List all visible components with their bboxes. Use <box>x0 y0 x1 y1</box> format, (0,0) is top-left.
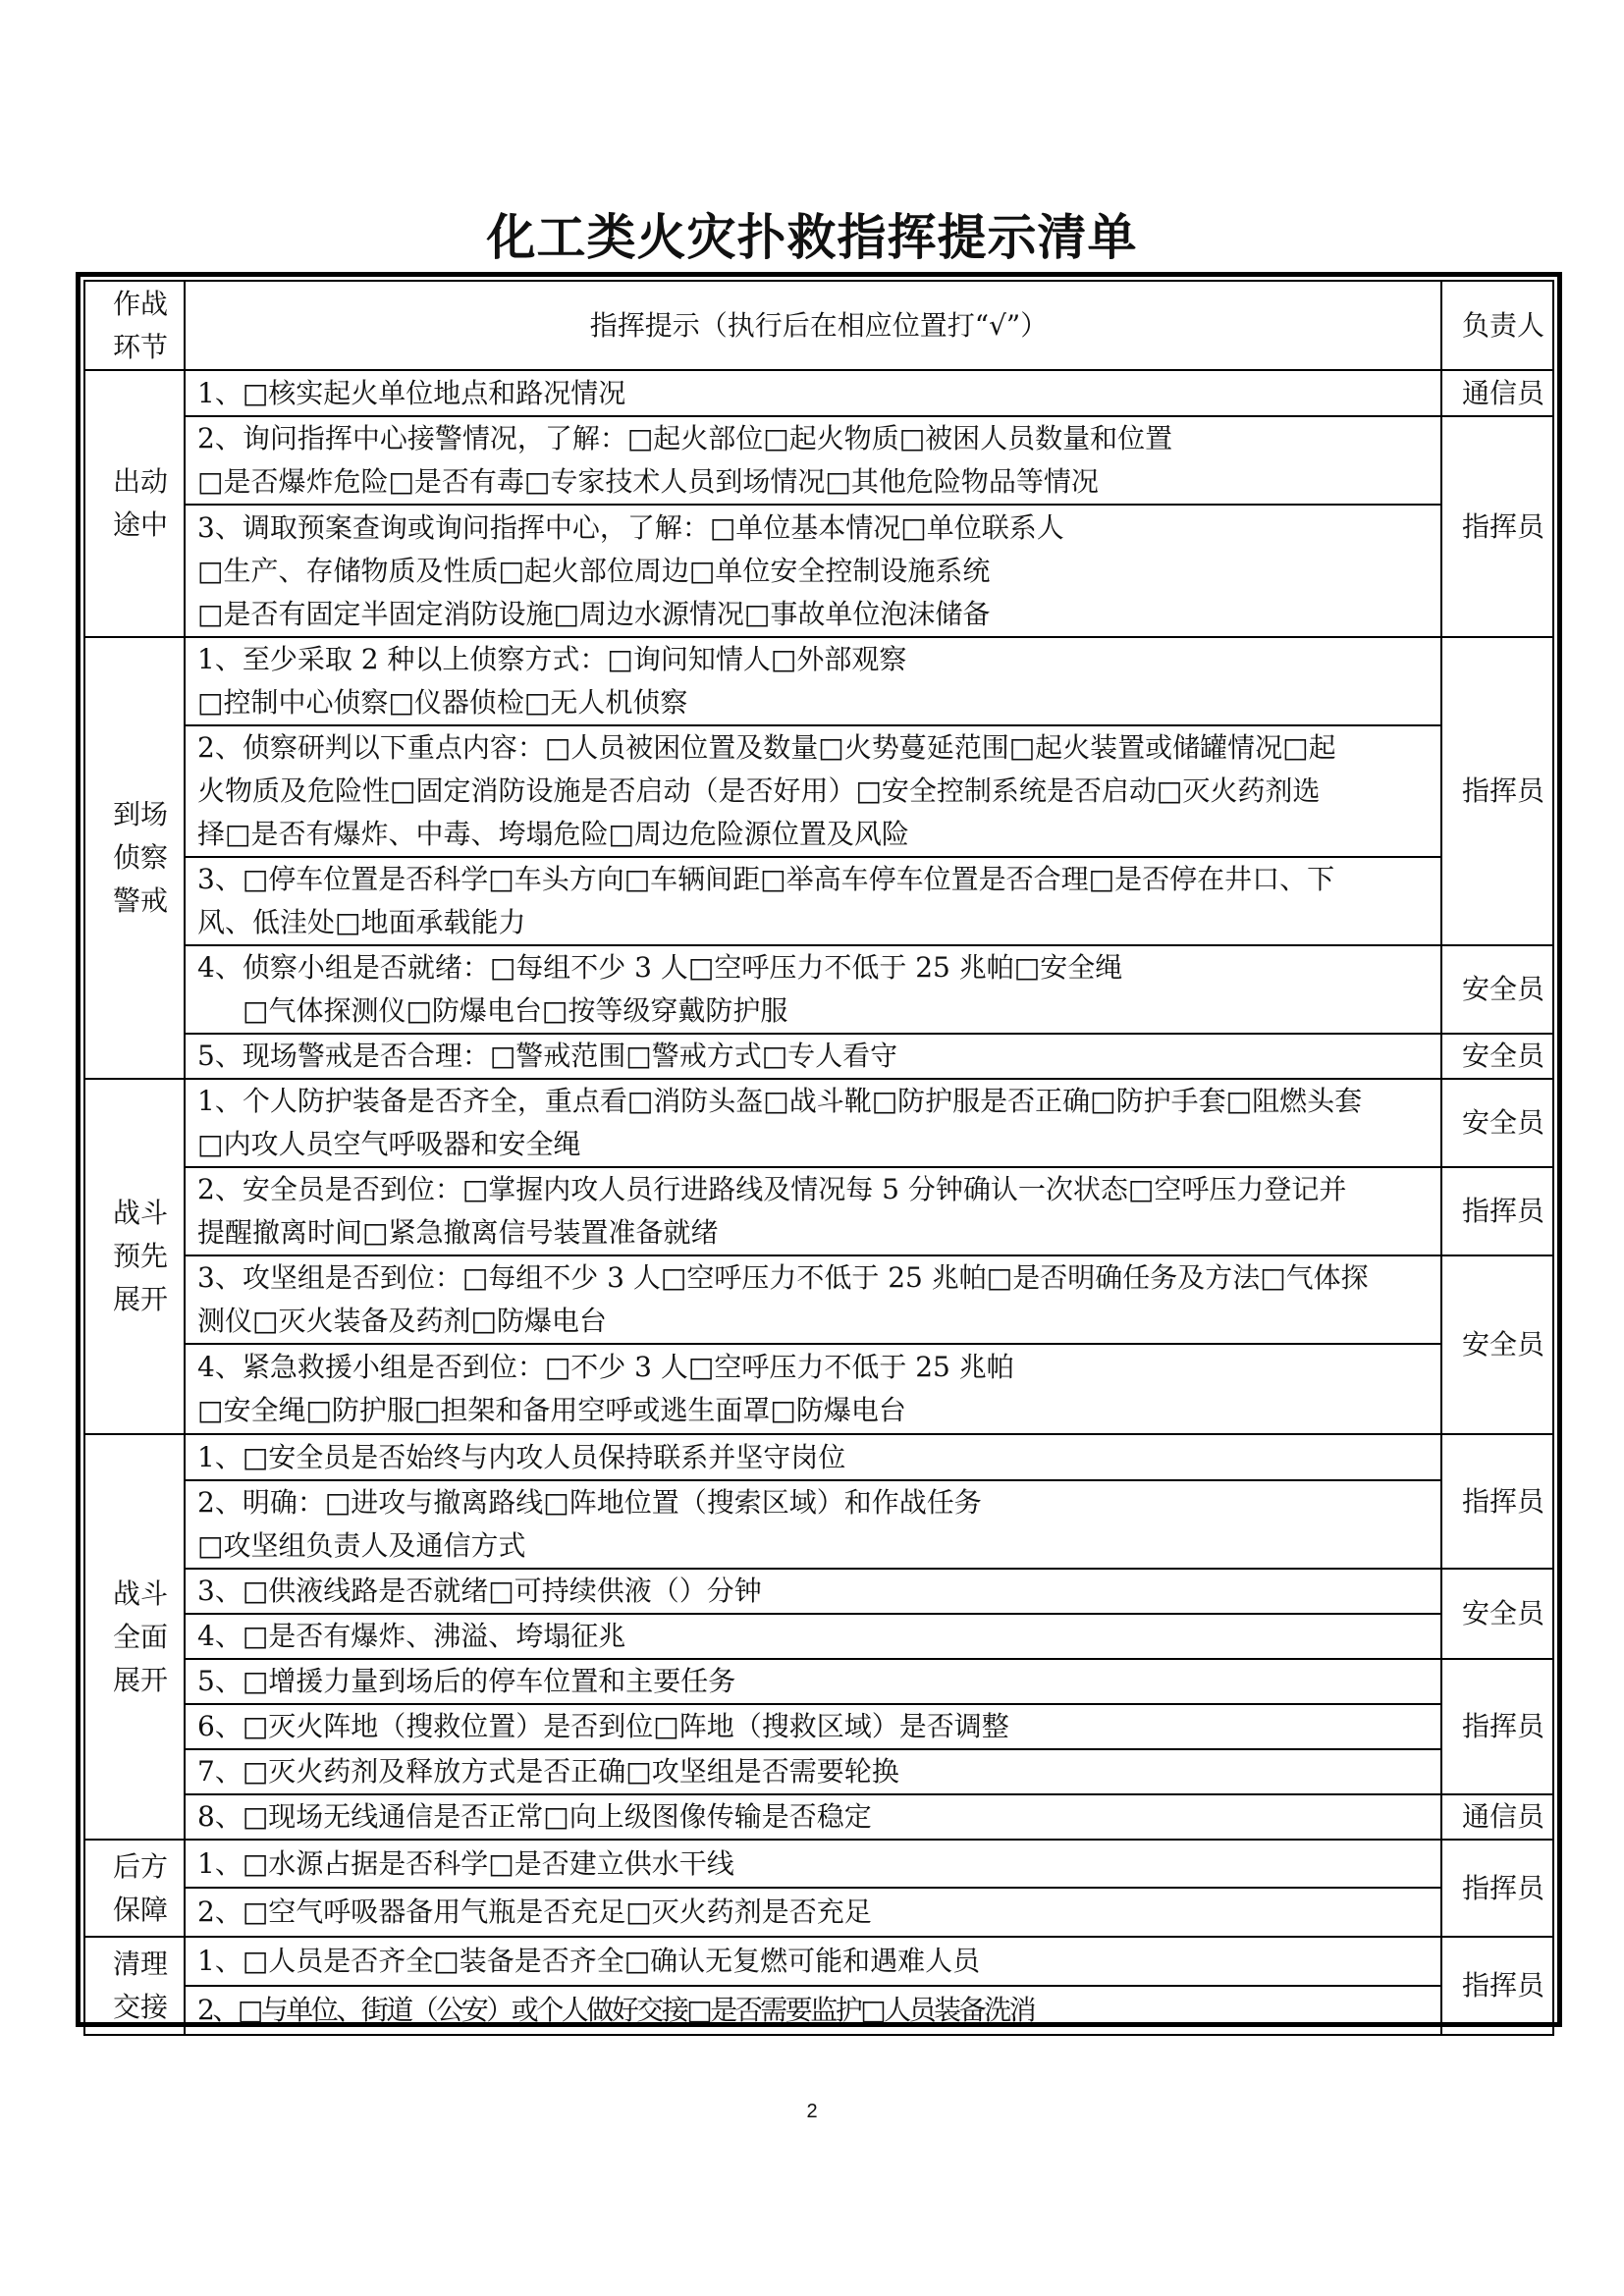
table-row <box>84 370 1553 416</box>
table-row <box>84 1937 1553 1986</box>
owner-cell: 指挥员 <box>1441 637 1553 945</box>
header-prompt: 指挥提示（执行后在相应位置打“√”） <box>185 281 1441 370</box>
table-row <box>84 1034 1553 1079</box>
checklist-table <box>83 280 1554 2036</box>
prompt-cell[interactable]: 1、□人员是否齐全□装备是否齐全□确认无复燃可能和遇难人员 <box>185 1937 1441 1986</box>
prompt-cell[interactable]: 1、□水源占据是否科学□是否建立供水干线 <box>185 1840 1441 1888</box>
table-header-row <box>84 281 1553 370</box>
table-row <box>84 1344 1553 1434</box>
table-row <box>84 1614 1553 1659</box>
stage-cell-recon: 到场 侦察 警戒 <box>84 637 185 1079</box>
table-row <box>84 1888 1553 1937</box>
header-stage: 作战 环节 <box>84 281 185 370</box>
table-row <box>84 1749 1553 1794</box>
document-title: 化工类火灾扑救指挥提示清单 <box>486 208 1138 266</box>
prompt-cell[interactable]: 5、□增援力量到场后的停车位置和主要任务 <box>185 1659 1441 1704</box>
owner-cell: 指挥员 <box>1441 1434 1553 1569</box>
stage-cell-pre-deploy: 战斗 预先 展开 <box>84 1079 185 1434</box>
prompt-cell[interactable]: 1、□核实起火单位地点和路况情况 <box>185 370 1441 416</box>
table-row <box>84 1569 1553 1614</box>
prompt-cell[interactable]: 7、□灭火药剂及释放方式是否正确□攻坚组是否需要轮换 <box>185 1749 1441 1794</box>
prompt-cell[interactable]: 3、调取预案查询或询问指挥中心，了解：□单位基本情况□单位联系人 □生产、存储物质及性质□起火部位周边□单位安全控制设施系统 □是否有固定半固定消防设施□周边水源情况□事故单位泡沫储备 <box>185 505 1441 637</box>
prompt-cell[interactable]: 8、□现场无线通信是否正常□向上级图像传输是否稳定 <box>185 1794 1441 1840</box>
prompt-cell[interactable]: 2、安全员是否到位：□掌握内攻人员行进路线及情况每 5 分钟确认一次状态□空呼压力登记并 提醒撤离时间□紧急撤离信号装置准备就绪 <box>185 1167 1441 1255</box>
owner-cell: 通信员 <box>1441 1794 1553 1840</box>
page-number: 2 <box>806 2101 818 2122</box>
table-row <box>84 725 1553 857</box>
checklist-table-frame <box>76 272 1562 2027</box>
prompt-cell[interactable]: 4、紧急救援小组是否到位：□不少 3 人□空呼压力不低于 25 兆帕 □安全绳□防护服□担架和备用空呼或逃生面罩□防爆电台 <box>185 1344 1441 1434</box>
stage-cell-logistics: 后方 保障 <box>84 1840 185 1937</box>
prompt-cell[interactable]: 1、至少采取 2 种以上侦察方式：□询问知情人□外部观察 □控制中心侦察□仪器侦检□无人机侦察 <box>185 637 1441 725</box>
owner-cell: 指挥员 <box>1441 416 1553 637</box>
owner-cell: 通信员 <box>1441 370 1553 416</box>
table-row <box>84 1794 1553 1840</box>
prompt-cell[interactable]: 2、□空气呼吸器备用气瓶是否充足□灭火药剂是否充足 <box>185 1888 1441 1937</box>
owner-cell: 指挥员 <box>1441 1659 1553 1794</box>
stage-cell-dispatch: 出动 途中 <box>84 370 185 637</box>
prompt-cell[interactable]: 4、侦察小组是否就绪：□每组不少 3 人□空呼压力不低于 25 兆帕□安全绳 □气体探测仪□防爆电台□按等级穿戴防护服 <box>185 945 1441 1034</box>
table-row <box>84 857 1553 945</box>
table-row <box>84 1986 1553 2035</box>
table-row <box>84 1079 1553 1167</box>
table-row <box>84 1255 1553 1344</box>
stage-cell-handover: 清理 交接 <box>84 1937 185 2035</box>
prompt-cell[interactable]: 1、个人防护装备是否齐全，重点看□消防头盔□战斗靴□防护服是否正确□防护手套□阻燃头套 □内攻人员空气呼吸器和安全绳 <box>185 1079 1441 1167</box>
prompt-cell[interactable]: 2、询问指挥中心接警情况，了解：□起火部位□起火物质□被困人员数量和位置 □是否爆炸危险□是否有毒□专家技术人员到场情况□其他危险物品等情况 <box>185 416 1441 505</box>
prompt-cell[interactable]: 5、现场警戒是否合理：□警戒范围□警戒方式□专人看守 <box>185 1034 1441 1079</box>
owner-cell: 安全员 <box>1441 1255 1553 1434</box>
owner-cell: 安全员 <box>1441 1034 1553 1079</box>
owner-cell: 指挥员 <box>1441 1937 1553 2035</box>
table-row <box>84 945 1553 1034</box>
table-row <box>84 505 1553 637</box>
prompt-cell[interactable]: 6、□灭火阵地（搜救位置）是否到位□阵地（搜救区域）是否调整 <box>185 1704 1441 1749</box>
prompt-cell[interactable]: 1、□安全员是否始终与内攻人员保持联系并坚守岗位 <box>185 1434 1441 1480</box>
table-row <box>84 1480 1553 1569</box>
owner-cell: 安全员 <box>1441 1569 1553 1659</box>
prompt-cell[interactable]: 2、明确：□进攻与撤离路线□阵地位置（搜索区域）和作战任务 □攻坚组负责人及通信方式 <box>185 1480 1441 1569</box>
prompt-cell[interactable]: 3、□停车位置是否科学□车头方向□车辆间距□举高车停车位置是否合理□是否停在井口、下 风、低洼处□地面承载能力 <box>185 857 1441 945</box>
prompt-cell[interactable]: 3、□供液线路是否就绪□可持续供液（）分钟 <box>185 1569 1441 1614</box>
table-row <box>84 637 1553 725</box>
table-row <box>84 1840 1553 1888</box>
table-row <box>84 1704 1553 1749</box>
owner-cell: 指挥员 <box>1441 1167 1553 1255</box>
table-row <box>84 1434 1553 1480</box>
prompt-cell[interactable]: 2、侦察研判以下重点内容：□人员被困位置及数量□火势蔓延范围□起火装置或储罐情况□起 火物质及危险性□固定消防设施是否启动（是否好用）□安全控制系统是否启动□灭火药剂选 择□是否有爆炸、中毒、垮塌危险□周边危险源位置及风险 <box>185 725 1441 857</box>
prompt-cell[interactable]: 3、攻坚组是否到位：□每组不少 3 人□空呼压力不低于 25 兆帕□是否明确任务及方法□气体探 测仪□灭火装备及药剂□防爆电台 <box>185 1255 1441 1344</box>
table-row <box>84 1167 1553 1255</box>
header-owner: 负责人 <box>1441 281 1553 370</box>
owner-cell: 安全员 <box>1441 1079 1553 1167</box>
table-row <box>84 416 1553 505</box>
prompt-cell[interactable]: 2、□与单位、街道（公安）或个人做好交接□是否需要监护□人员装备洗消 <box>185 1986 1441 2035</box>
owner-cell: 安全员 <box>1441 945 1553 1034</box>
owner-cell: 指挥员 <box>1441 1840 1553 1937</box>
table-row <box>84 1659 1553 1704</box>
stage-cell-full-deploy: 战斗 全面 展开 <box>84 1434 185 1840</box>
prompt-cell[interactable]: 4、□是否有爆炸、沸溢、垮塌征兆 <box>185 1614 1441 1659</box>
